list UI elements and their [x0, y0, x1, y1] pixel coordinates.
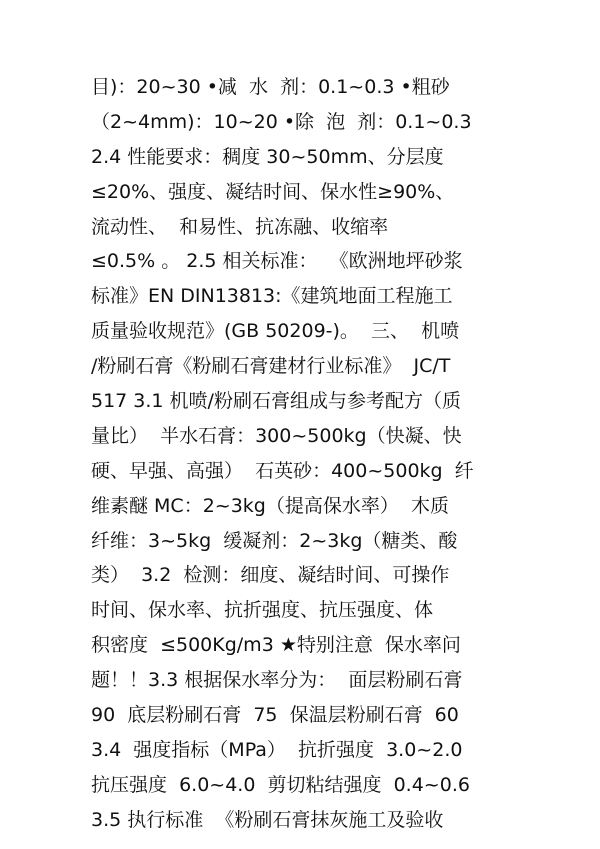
text-line-3: 2.4 性能要求：稠度 30~50mm、分层度 [91, 145, 444, 168]
text-line-21: 抗压强度 6.0~4.0 剪切粘结强度 0.4~0.6 [91, 773, 470, 796]
text-line-11: 量比） 半水石膏：300~500kg（快凝、快 [91, 424, 462, 447]
text-line-4: ≤20%、强度、凝结时间、保水性≥90%、 [91, 180, 455, 203]
text-line-2: （2~4mm)：10~20 •除 泡 剂：0.1~0.3 [91, 110, 472, 133]
text-line-20: 3.4 强度指标（MPa） 抗折强度 3.0~2.0 [91, 738, 463, 761]
text-line-14: 纤维：3~5kg 缓凝剂：2~3kg（糖类、酸 [91, 529, 458, 552]
text-line-8: 质量验收规范》(GB 50209-)。 三、 机喷 [91, 320, 460, 343]
text-line-5: 流动性、 和易性、抗冻融、收缩率 [91, 215, 389, 238]
text-line-16: 时间、保水率、抗折强度、抗压强度、体 [91, 599, 434, 622]
text-line-7: 标准》EN DIN13813:《建筑地面工程施工 [91, 285, 453, 308]
text-line-15: 类） 3.2 检测：细度、凝结时间、可操作 [91, 564, 450, 587]
document-body-text [91, 70, 511, 838]
text-line-19: 90 底层粉刷石膏 75 保温层粉刷石膏 60 [91, 704, 459, 727]
text-line-18: 题！！3.3 根据保水率分为： 面层粉刷石膏 [91, 669, 463, 692]
text-line-12: 硬、早强、高强） 石英砂：400~500kg 纤 [91, 459, 474, 482]
text-line-17: 积密度 ≤500Kg/m3 ★特别注意 保水率问 [91, 634, 461, 657]
text-line-9: /粉刷石膏《粉刷石膏建材行业标准》 JC/T [91, 355, 451, 378]
text-line-22: 3.5 执行标准 《粉刷石膏抹灰施工及验收 [91, 808, 444, 831]
text-line-1: 目)：20~30 •减 水 剂：0.1~0.3 •粗砂 [91, 76, 450, 98]
text-line-13: 维素醚 MC：2~3kg（提高保水率） 木质 [91, 494, 449, 517]
text-line-10: 517 3.1 机喷/粉刷石膏组成与参考配方（质 [91, 390, 461, 413]
text-line-6: ≤0.5% 。 2.5 相关标准： 《欧洲地坪砂浆 [91, 250, 463, 273]
